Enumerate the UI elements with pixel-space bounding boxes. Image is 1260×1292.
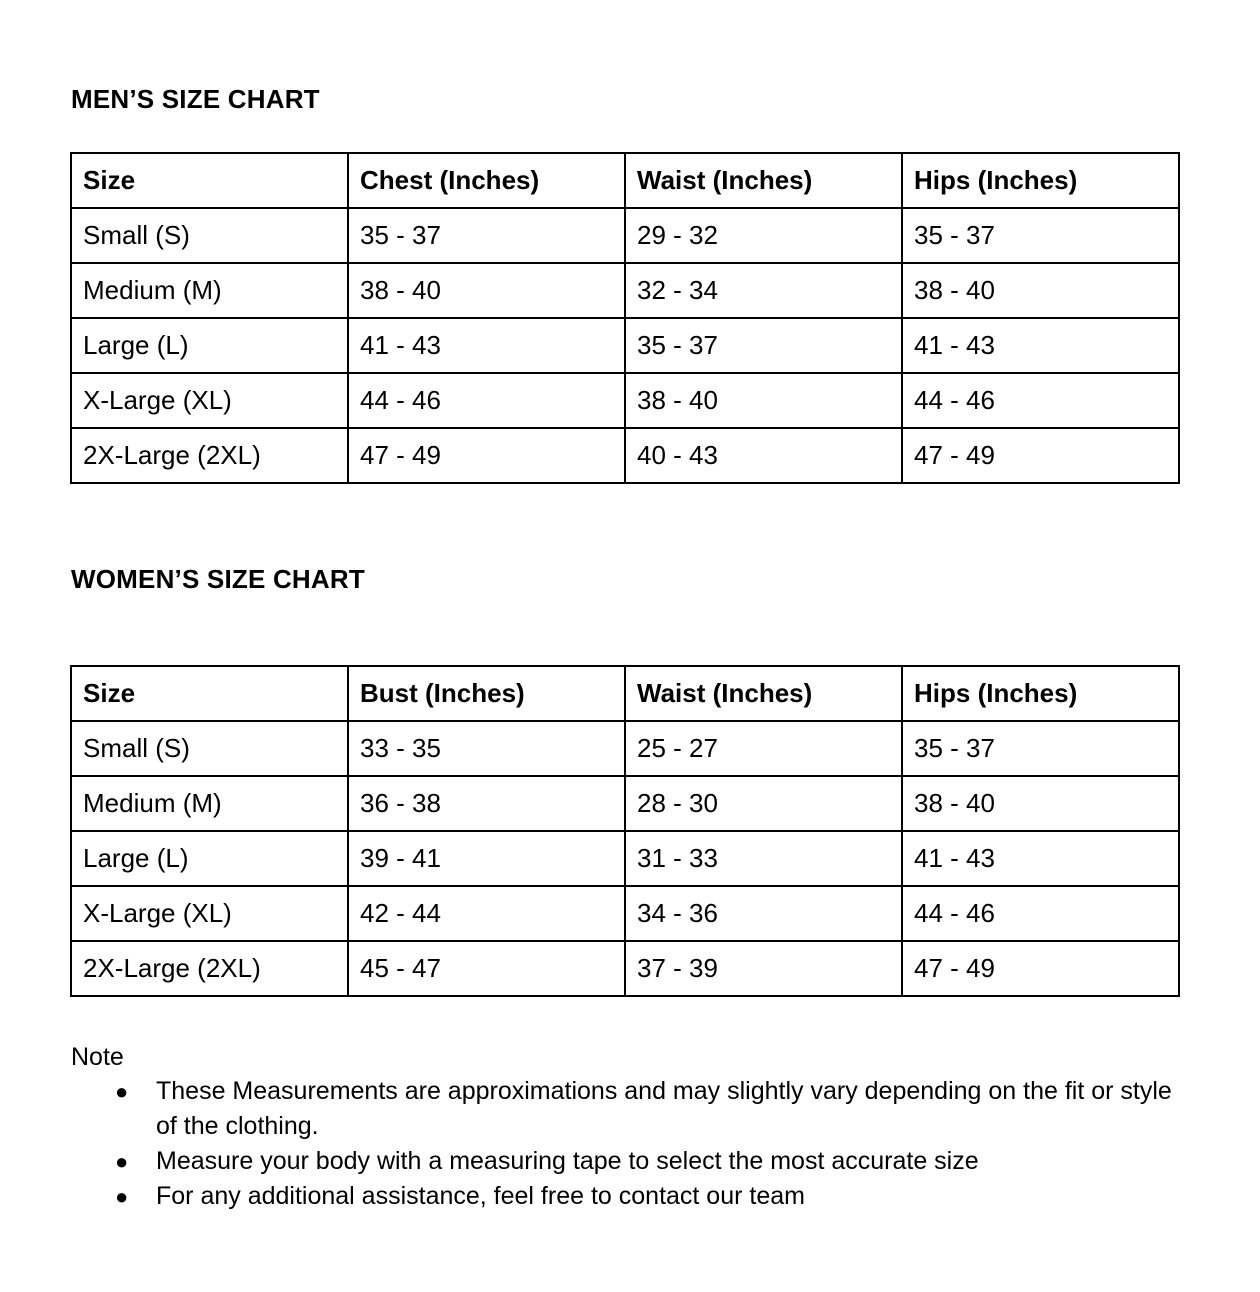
header-size: Size (71, 666, 348, 721)
cell-hips: 47 - 49 (902, 428, 1179, 483)
cell-hips: 41 - 43 (902, 318, 1179, 373)
womens-size-table (70, 665, 1180, 997)
cell-waist: 38 - 40 (625, 373, 902, 428)
note-text: Measure your body with a measuring tape to select the most accurate size (156, 1147, 979, 1175)
table-row (71, 831, 1179, 886)
header-size: Size (71, 153, 348, 208)
cell-waist: 35 - 37 (625, 318, 902, 373)
cell-chest: 47 - 49 (348, 428, 625, 483)
mens-size-table (70, 152, 1180, 484)
cell-chest: 44 - 46 (348, 373, 625, 428)
cell-size: X-Large (XL) (71, 373, 348, 428)
header-chest: Chest (Inches) (348, 153, 625, 208)
header-waist: Waist (Inches) (625, 153, 902, 208)
note-list (71, 1074, 1181, 1214)
list-item (71, 1074, 1181, 1144)
cell-hips: 44 - 46 (902, 886, 1179, 941)
header-hips: Hips (Inches) (902, 666, 1179, 721)
table-row (71, 428, 1179, 483)
table-header-row (71, 153, 1179, 208)
cell-chest: 35 - 37 (348, 208, 625, 263)
bullet-icon: ● (115, 1149, 129, 1174)
cell-waist: 37 - 39 (625, 941, 902, 996)
note-text: These Measurements are approximations and may slightly vary depending on the fit or style of the clothing. (156, 1077, 1172, 1140)
cell-size: 2X-Large (2XL) (71, 941, 348, 996)
header-waist: Waist (Inches) (625, 666, 902, 721)
table-row (71, 263, 1179, 318)
cell-chest: 41 - 43 (348, 318, 625, 373)
cell-hips: 41 - 43 (902, 831, 1179, 886)
header-hips: Hips (Inches) (902, 153, 1179, 208)
cell-size: X-Large (XL) (71, 886, 348, 941)
table-row (71, 208, 1179, 263)
table-row (71, 776, 1179, 831)
bullet-icon: ● (115, 1184, 129, 1209)
cell-size: Large (L) (71, 831, 348, 886)
header-bust: Bust (Inches) (348, 666, 625, 721)
cell-waist: 34 - 36 (625, 886, 902, 941)
cell-bust: 45 - 47 (348, 941, 625, 996)
cell-hips: 35 - 37 (902, 721, 1179, 776)
cell-waist: 40 - 43 (625, 428, 902, 483)
list-item (71, 1144, 1181, 1179)
cell-waist: 25 - 27 (625, 721, 902, 776)
mens-size-chart-title: MEN’S SIZE CHART (71, 84, 320, 114)
cell-hips: 38 - 40 (902, 776, 1179, 831)
cell-size: Small (S) (71, 208, 348, 263)
cell-hips: 35 - 37 (902, 208, 1179, 263)
womens-size-chart-title: WOMEN’S SIZE CHART (71, 564, 365, 594)
bullet-icon: ● (115, 1079, 129, 1104)
table-header-row (71, 666, 1179, 721)
cell-waist: 32 - 34 (625, 263, 902, 318)
cell-chest: 38 - 40 (348, 263, 625, 318)
cell-waist: 29 - 32 (625, 208, 902, 263)
cell-hips: 47 - 49 (902, 941, 1179, 996)
table-row (71, 941, 1179, 996)
cell-bust: 39 - 41 (348, 831, 625, 886)
cell-size: Medium (M) (71, 776, 348, 831)
cell-bust: 36 - 38 (348, 776, 625, 831)
cell-bust: 42 - 44 (348, 886, 625, 941)
cell-bust: 33 - 35 (348, 721, 625, 776)
table-row (71, 318, 1179, 373)
note-text: For any additional assistance, feel free to contact our team (156, 1182, 805, 1210)
cell-waist: 31 - 33 (625, 831, 902, 886)
cell-hips: 44 - 46 (902, 373, 1179, 428)
list-item (71, 1179, 1181, 1214)
cell-size: Medium (M) (71, 263, 348, 318)
cell-size: Large (L) (71, 318, 348, 373)
table-row (71, 886, 1179, 941)
cell-hips: 38 - 40 (902, 263, 1179, 318)
table-row (71, 373, 1179, 428)
cell-size: 2X-Large (2XL) (71, 428, 348, 483)
note-label: Note (71, 1043, 124, 1071)
cell-waist: 28 - 30 (625, 776, 902, 831)
table-row (71, 721, 1179, 776)
cell-size: Small (S) (71, 721, 348, 776)
